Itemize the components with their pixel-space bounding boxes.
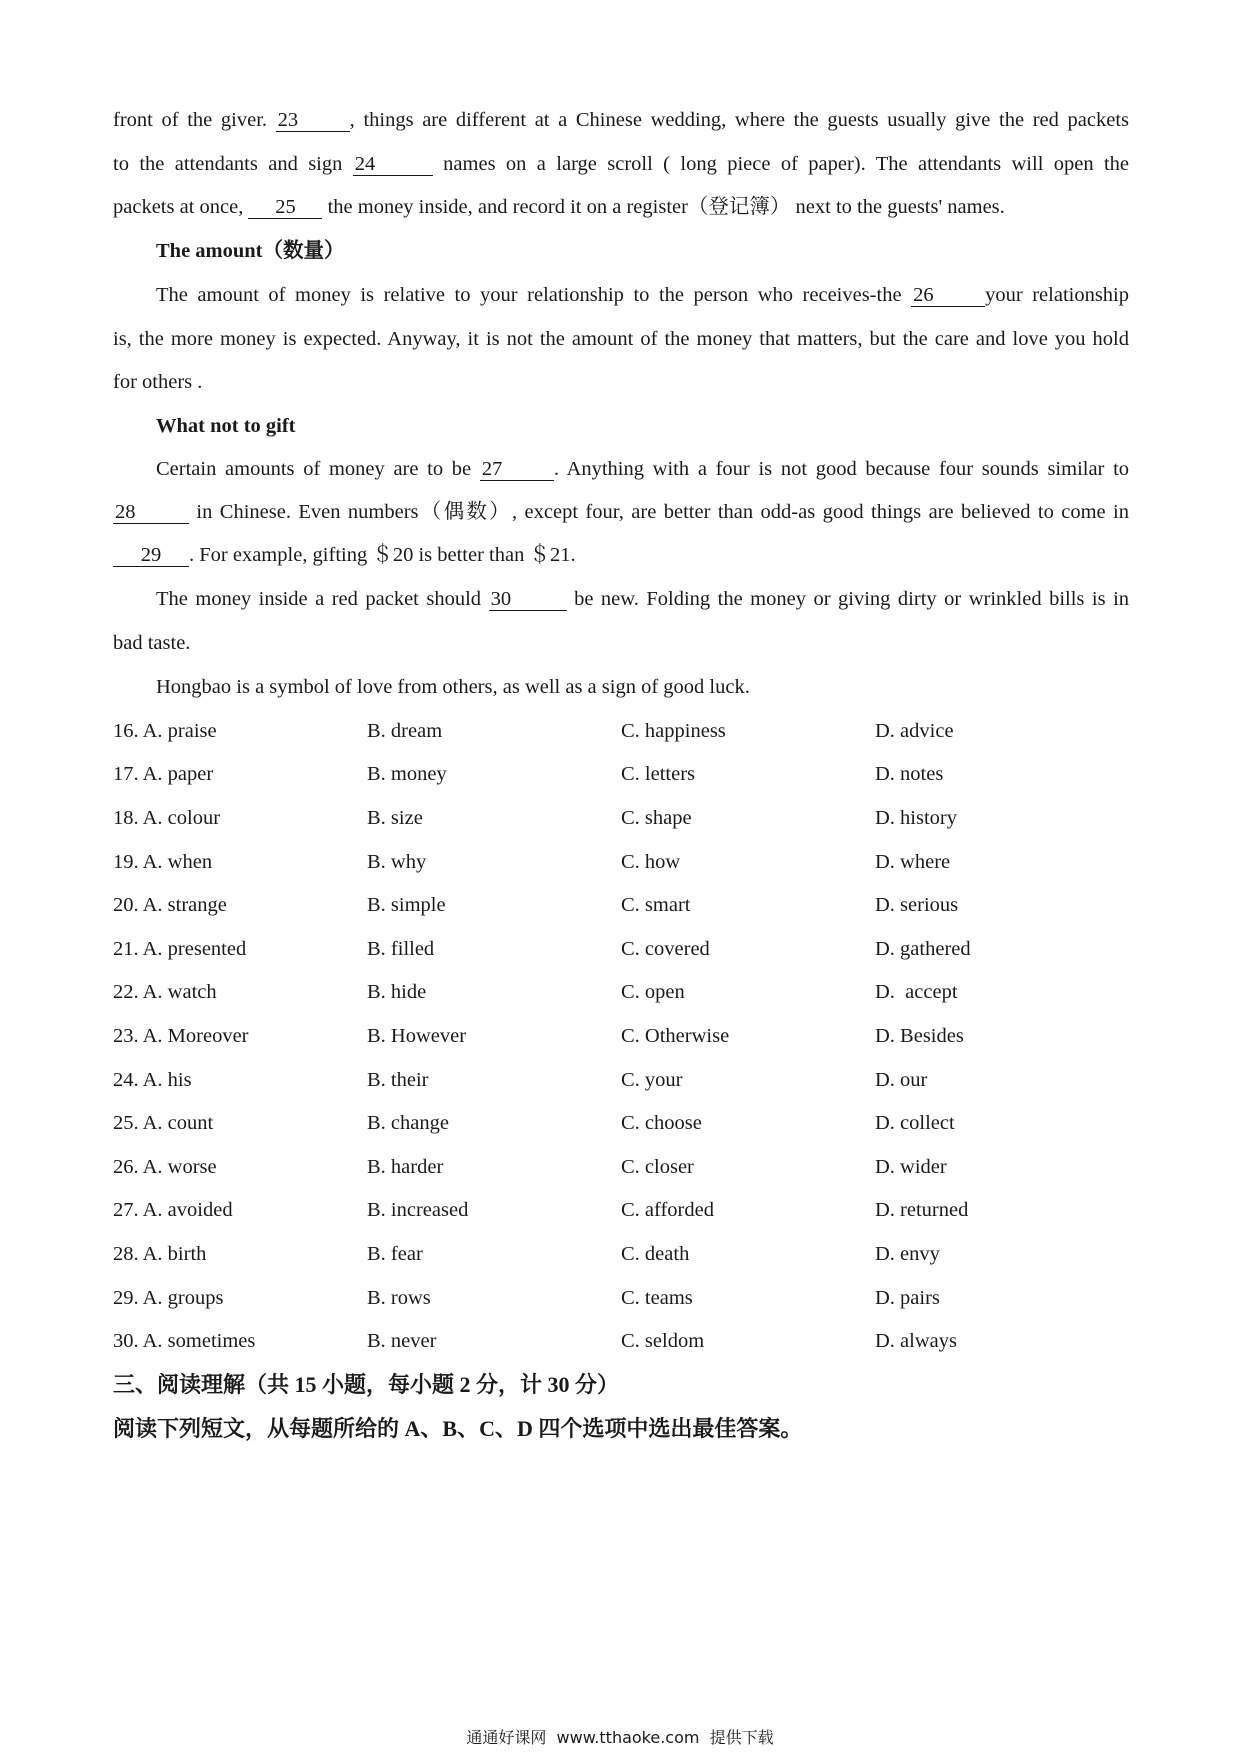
passage-line: bad taste. — [113, 632, 191, 654]
option-c: C. choose — [621, 1112, 702, 1134]
option-b: B. fear — [367, 1243, 423, 1265]
option-a: 26. A. worse — [113, 1156, 217, 1178]
option-c: C. letters — [621, 763, 696, 785]
text-span: packets at once, — [113, 196, 244, 218]
option-b: B. hide — [367, 981, 427, 1003]
option-d: D. pairs — [875, 1287, 940, 1309]
option-d: D. advice — [875, 720, 954, 742]
option-a: 19. A. when — [113, 851, 213, 873]
option-d: D. envy — [875, 1243, 940, 1265]
option-row-23 — [113, 1023, 1129, 1049]
passage-line — [156, 456, 1129, 482]
blank-30: 30 — [489, 588, 567, 611]
option-b: B. rows — [367, 1287, 431, 1309]
option-c: C. afforded — [621, 1199, 714, 1221]
option-row-20 — [113, 892, 1129, 918]
option-b: B. change — [367, 1112, 449, 1134]
option-row-26 — [113, 1154, 1129, 1180]
section-title: 三、阅读理解（共 15 小题，每小题 2 分，计 30 分） — [113, 1372, 620, 1397]
option-d: D. collect — [875, 1112, 955, 1134]
option-d: D. notes — [875, 763, 944, 785]
blank-29: 29 — [113, 544, 189, 567]
option-row-16 — [113, 718, 1129, 744]
option-c: C. closer — [621, 1156, 694, 1178]
option-c: C. your — [621, 1069, 683, 1091]
option-a: 25. A. count — [113, 1112, 214, 1134]
option-b: B. harder — [367, 1156, 444, 1178]
passage-line — [156, 282, 1129, 308]
passage-line — [113, 151, 1129, 177]
option-a: 30. A. sometimes — [113, 1330, 256, 1352]
option-b: B. why — [367, 851, 427, 873]
option-b: B. dream — [367, 720, 443, 742]
passage-line — [113, 194, 1129, 220]
text-span: Certain amounts of money are to be — [156, 458, 472, 480]
passage-line — [113, 542, 1129, 568]
option-a: 16. A. praise — [113, 720, 217, 742]
option-c: C. death — [621, 1243, 690, 1265]
option-b: B. simple — [367, 894, 446, 916]
option-c: C. Otherwise — [621, 1025, 730, 1047]
option-b: B. their — [367, 1069, 429, 1091]
option-d: D. history — [875, 807, 957, 829]
option-row-21 — [113, 936, 1129, 962]
option-c: C. seldom — [621, 1330, 705, 1352]
option-row-27 — [113, 1197, 1129, 1223]
option-d: D. Besides — [875, 1025, 964, 1047]
section-instruction: 阅读下列短文，从每题所给的 A、B、C、D 四个选项中选出最佳答案。 — [113, 1416, 803, 1441]
passage-line — [113, 107, 1129, 133]
option-c: C. teams — [621, 1287, 693, 1309]
passage-line: for others . — [113, 371, 203, 393]
page-footer: 通通好课网 www.tthaoke.com 提供下载 — [466, 1728, 774, 1747]
option-d: D. serious — [875, 894, 959, 916]
option-d: D. wider — [875, 1156, 947, 1178]
option-row-18 — [113, 805, 1129, 831]
option-row-25 — [113, 1110, 1129, 1136]
blank-26: 26 — [911, 284, 985, 307]
option-d: D. returned — [875, 1199, 969, 1221]
blank-24: 24 — [353, 153, 433, 176]
subheading-what-not-to-gift: What not to gift — [156, 415, 296, 437]
option-a: 29. A. groups — [113, 1287, 224, 1309]
option-c: C. how — [621, 851, 681, 873]
option-row-17 — [113, 761, 1129, 787]
option-c: C. happiness — [621, 720, 726, 742]
blank-25: 25 — [248, 196, 322, 219]
option-a: 28. A. birth — [113, 1243, 207, 1265]
text-span: your relationship — [985, 284, 1130, 306]
option-a: 20. A. strange — [113, 894, 227, 916]
blank-23: 23 — [276, 109, 350, 132]
text-span: The amount of money is relative to your relationship to the person who receives-the — [156, 284, 902, 306]
option-a: 17. A. paper — [113, 763, 214, 785]
blank-27: 27 — [480, 458, 554, 481]
option-c: C. open — [621, 981, 685, 1003]
passage-line — [156, 586, 1129, 612]
subheading-amount: The amount（数量） — [156, 240, 345, 262]
text-span: front of the giver. — [113, 109, 268, 131]
option-b: B. However — [367, 1025, 467, 1047]
text-span: , things are different at a Chinese wedding, where the guests usually give the red packets — [349, 109, 1129, 131]
text-span: be new. Folding the money or giving dirty or wrinkled bills is in — [574, 588, 1130, 610]
option-b: B. filled — [367, 938, 435, 960]
option-row-29 — [113, 1285, 1129, 1311]
text-span: the money inside, and record it on a register（登记簿） next to the guests' names. — [327, 196, 1005, 218]
option-d: D. always — [875, 1330, 957, 1352]
passage-line: Hongbao is a symbol of love from others, as well as a sign of good luck. — [156, 676, 750, 698]
option-a: 23. A. Moreover — [113, 1025, 249, 1047]
text-span: to the attendants and sign — [113, 153, 343, 175]
option-row-24 — [113, 1067, 1129, 1093]
option-c: C. smart — [621, 894, 691, 916]
option-row-19 — [113, 849, 1129, 875]
option-a: 21. A. presented — [113, 938, 247, 960]
option-b: B. increased — [367, 1199, 469, 1221]
option-d: D. gathered — [875, 938, 971, 960]
option-a: 22. A. watch — [113, 981, 217, 1003]
option-d: D. accept — [875, 981, 958, 1003]
option-a: 18. A. colour — [113, 807, 221, 829]
option-a: 27. A. avoided — [113, 1199, 233, 1221]
passage-line: is, the more money is expected. Anyway, it is not the amount of the money that matters, but the care and love you hold — [113, 328, 1129, 350]
passage-line — [113, 499, 1129, 525]
option-c: C. shape — [621, 807, 692, 829]
option-b: B. money — [367, 763, 447, 785]
option-b: B. size — [367, 807, 423, 829]
text-span: names on a large scroll ( long piece of paper). The attendants will open the — [443, 153, 1130, 175]
text-span: in Chinese. Even numbers（偶数）, except four, are better than odd-as good things are believed to come in — [196, 501, 1129, 523]
blank-28: 28 — [113, 501, 189, 524]
option-row-22 — [113, 979, 1129, 1005]
option-b: B. never — [367, 1330, 437, 1352]
text-span: The money inside a red packet should — [156, 588, 482, 610]
option-d: D. our — [875, 1069, 928, 1091]
option-a: 24. A. his — [113, 1069, 192, 1091]
option-row-28 — [113, 1241, 1129, 1267]
option-c: C. covered — [621, 938, 710, 960]
text-span: . Anything with a four is not good because four sounds similar to — [553, 458, 1130, 480]
option-d: D. where — [875, 851, 951, 873]
text-span: . For example, gifting ＄20 is better than ＄21. — [189, 544, 576, 566]
option-row-30 — [113, 1328, 1129, 1354]
